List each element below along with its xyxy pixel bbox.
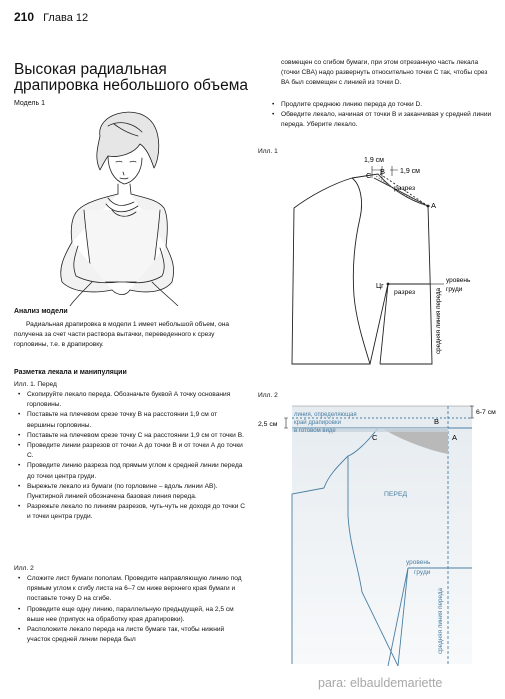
ill1-label: Илл. 1 — [258, 148, 278, 155]
ill2-steps — [18, 574, 246, 645]
ill2-heading: Илл. 2 — [14, 565, 34, 572]
ill1-point-a: A — [431, 201, 437, 210]
ill1-cut-label-top: разрез — [394, 185, 416, 192]
ill1-point-c: C — [366, 171, 372, 180]
list-item: • Продлите среднюю линию переда до точки D. — [272, 100, 494, 110]
ill2-dim-left: 2,5 см — [258, 421, 278, 428]
list-item: • Проведите линии разрезов от точки А до точки В и от точки А до точки С. — [18, 441, 246, 461]
ill2-center-line-label: средняя линия переда — [437, 587, 444, 654]
list-item: • Вырежьте лекало из бумаги (по горловине – вдоль линии АВ). Пунктирной линией обозначена базовая линия переда. — [18, 482, 246, 502]
ill2-pattern-diagram — [258, 396, 498, 666]
continuation-text: совмещен со сгибом бумаги, при этом отрезанную часть лекала (точки СВА) надо развернуть относительно точки С так, чтобы срез ВА был совмещен с линией из точки D. — [281, 59, 488, 87]
ill1-bust-point: Цг — [376, 283, 384, 290]
ill2-bust-level-1: уровень — [406, 559, 431, 566]
list-item: • Разрежьте лекало по линиям разрезов, чуть-чуть не доходя до точки С и точки центра груди. — [18, 502, 246, 522]
ill1-dim-top: 1,9 см — [364, 157, 384, 164]
markup-heading: Разметка лекала и манипуляции — [14, 369, 127, 376]
list-item: • Поставьте на плечевом срезе точку С на расстоянии 1,9 см от точки В. — [18, 431, 246, 441]
ill2-dim-top: 6-7 см — [476, 409, 496, 416]
side-dart — [370, 284, 388, 364]
model-illustration — [22, 106, 232, 306]
running-header — [14, 10, 88, 24]
section-title: Высокая радиальная драпировка небольшого объема — [14, 61, 249, 94]
ill2-label: Илл. 2 — [258, 392, 278, 399]
edge-line-label-3: в готовом виде — [294, 428, 336, 434]
pattern-outline — [292, 178, 370, 364]
list-item: • Скопируйте лекало переда. Обозначьте буквой А точку основания горловины. — [18, 390, 246, 410]
ill2-bust-level-2: груди — [414, 569, 431, 576]
cut-line-ac — [374, 178, 428, 206]
list-item: • Проведите еще одну линию, параллельную предыдущей, на 2,5 см выше нее (припуск на обработку края драпировки). — [18, 605, 246, 625]
ill1-center-line-label: средняя линия переда — [435, 287, 442, 354]
edge-line-label-2: край драпировки — [294, 420, 341, 426]
list-item: • Обведите лекало, начиная от точки В и заканчивая у средней линии переда. Уберите лекало. — [272, 110, 494, 130]
ill1-bust-level-2: груди — [446, 286, 463, 293]
model-label: Модель 1 — [14, 100, 45, 107]
ill2-point-c: C — [372, 433, 378, 442]
ill1-pattern-diagram — [280, 148, 495, 378]
ill2-point-a: A — [452, 433, 458, 442]
right-steps — [272, 100, 494, 131]
analysis-heading: Анализ модели — [14, 308, 68, 315]
ill1-bust-level-1: уровень — [446, 277, 471, 284]
ill1-point-b: B — [380, 167, 386, 176]
list-item: • Сложите лист бумаги пополам. Проведите направляющую линию под прямым углом к сгибу листа на 6–7 см ниже верхнего края бумаги и поставьте точку D на сгибе. — [18, 574, 246, 605]
list-item: • Расположите лекало переда на листе бумаге так, чтобы нижний участок средней линии переда был — [18, 625, 246, 645]
ill2-front-label: ПЕРЕД — [384, 491, 408, 498]
neck-curve — [352, 174, 428, 206]
analysis-text: Радиальная драпировка в модели 1 имеет небольшой объем, она получена за счет части раствора вытачки, переведенного к срезу горловины, т.е. в драпировку. — [14, 321, 230, 349]
ill1-steps — [18, 390, 246, 523]
list-item: • Поставьте на плечевом срезе точку В на расстоянии 1,9 см от вершины горловины. — [18, 410, 246, 430]
edge-line-label-1: линия, определяющая — [294, 412, 357, 418]
ill1-heading: Илл. 1. Перед — [14, 381, 57, 388]
page-number: 210 — [14, 10, 35, 24]
list-item: • Проведите линию разреза под прямым углом к средней линии переда до точки центра груди. — [18, 461, 246, 481]
ill1-dim-side: 1,9 см — [400, 168, 420, 175]
watermark: para: elbauldemariette — [318, 676, 443, 690]
chapter-title: Глава 12 — [43, 12, 89, 24]
ill2-point-b: B — [434, 417, 440, 426]
ill1-cut-label-bust: разрез — [394, 289, 416, 296]
